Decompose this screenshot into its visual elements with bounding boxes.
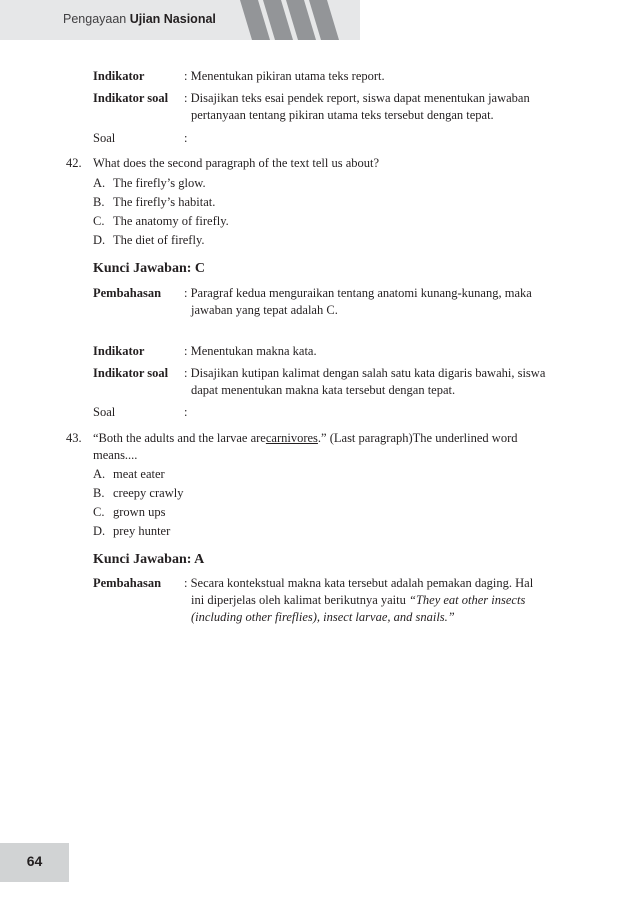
indikator-soal-label: Indikator soal: [93, 91, 169, 105]
pembahasan-line: : Paragraf kedua menguraikan tentang anatomi kunang-kunang, maka: [184, 286, 532, 300]
answer-key: Kunci Jawaban: A: [93, 552, 205, 567]
indikator-text: : Menentukan pikiran utama teks report.: [184, 69, 385, 83]
page-number: 64: [26, 853, 43, 869]
soal-label: Soal: [93, 405, 116, 419]
pembahasan-quote: “They eat other insects: [409, 593, 526, 607]
pembahasan-text-part: ini diperjelas oleh kalimat berikutnya yaitu: [191, 593, 409, 607]
soal-colon: :: [184, 131, 188, 145]
option-letter: B.: [93, 195, 105, 209]
indikator-soal-line: dapat menentukan makna kata tersebut dengan tepat.: [191, 383, 456, 397]
question-text-part: “Both the adults and the larvae are: [93, 431, 266, 445]
pembahasan-quote-line: (including other fireflies), insect larvae, and snails.”: [191, 610, 455, 624]
option-letter: A.: [93, 176, 106, 190]
option-letter: C.: [93, 505, 105, 519]
underlined-word: carnivores: [265, 431, 318, 445]
soal-label: Soal: [93, 131, 116, 145]
option-text: The anatomy of firefly.: [113, 214, 229, 228]
question-number: 43.: [66, 431, 82, 445]
indikator-text: : Menentukan makna kata.: [184, 344, 317, 358]
indikator-label: Indikator: [93, 69, 145, 83]
indikator-soal-line: pertanyaan tentang pikiran utama teks tersebut dengan tepat.: [191, 108, 494, 122]
option-letter: D.: [93, 233, 106, 247]
option-letter: A.: [93, 467, 106, 481]
question-number: 42.: [66, 156, 82, 170]
option-text: grown ups: [113, 505, 166, 519]
soal-colon: :: [184, 405, 188, 419]
indikator-soal-line: : Disajikan teks esai pendek report, siswa dapat menentukan jawaban: [184, 91, 530, 105]
pembahasan-label: Pembahasan: [93, 576, 162, 590]
pembahasan-line: jawaban yang tepat adalah C.: [191, 303, 338, 317]
option-text: prey hunter: [113, 524, 171, 538]
pembahasan-line: : Secara kontekstual makna kata tersebut adalah pemakan daging. Hal: [184, 576, 534, 590]
answer-key: Kunci Jawaban: C: [93, 261, 206, 276]
header-title: [63, 12, 216, 26]
option-letter: B.: [93, 486, 105, 500]
question-text: [93, 430, 518, 447]
pembahasan-label: Pembahasan: [93, 286, 162, 300]
pembahasan-line: [191, 592, 525, 609]
option-text: The firefly’s glow.: [113, 176, 206, 190]
question-text: What does the second paragraph of the text tell us about?: [93, 156, 380, 170]
option-text: creepy crawly: [113, 486, 184, 500]
option-text: The firefly’s habitat.: [113, 195, 216, 209]
indikator-soal-line: : Disajikan kutipan kalimat dengan salah satu kata digaris bawahi, siswa: [184, 366, 546, 380]
option-text: The diet of firefly.: [113, 233, 205, 247]
option-letter: D.: [93, 524, 106, 538]
indikator-label: Indikator: [93, 344, 145, 358]
question-text-part: .” (Last paragraph)The underlined word: [317, 431, 518, 445]
header-stripes: [232, 0, 352, 40]
option-letter: C.: [93, 214, 105, 228]
question-text-line2: means....: [93, 448, 138, 462]
header-title-prefix: Pengayaan: [63, 12, 127, 26]
option-text: meat eater: [113, 467, 165, 481]
header-title-bold: Ujian Nasional: [129, 12, 216, 26]
indikator-soal-label: Indikator soal: [93, 366, 169, 380]
